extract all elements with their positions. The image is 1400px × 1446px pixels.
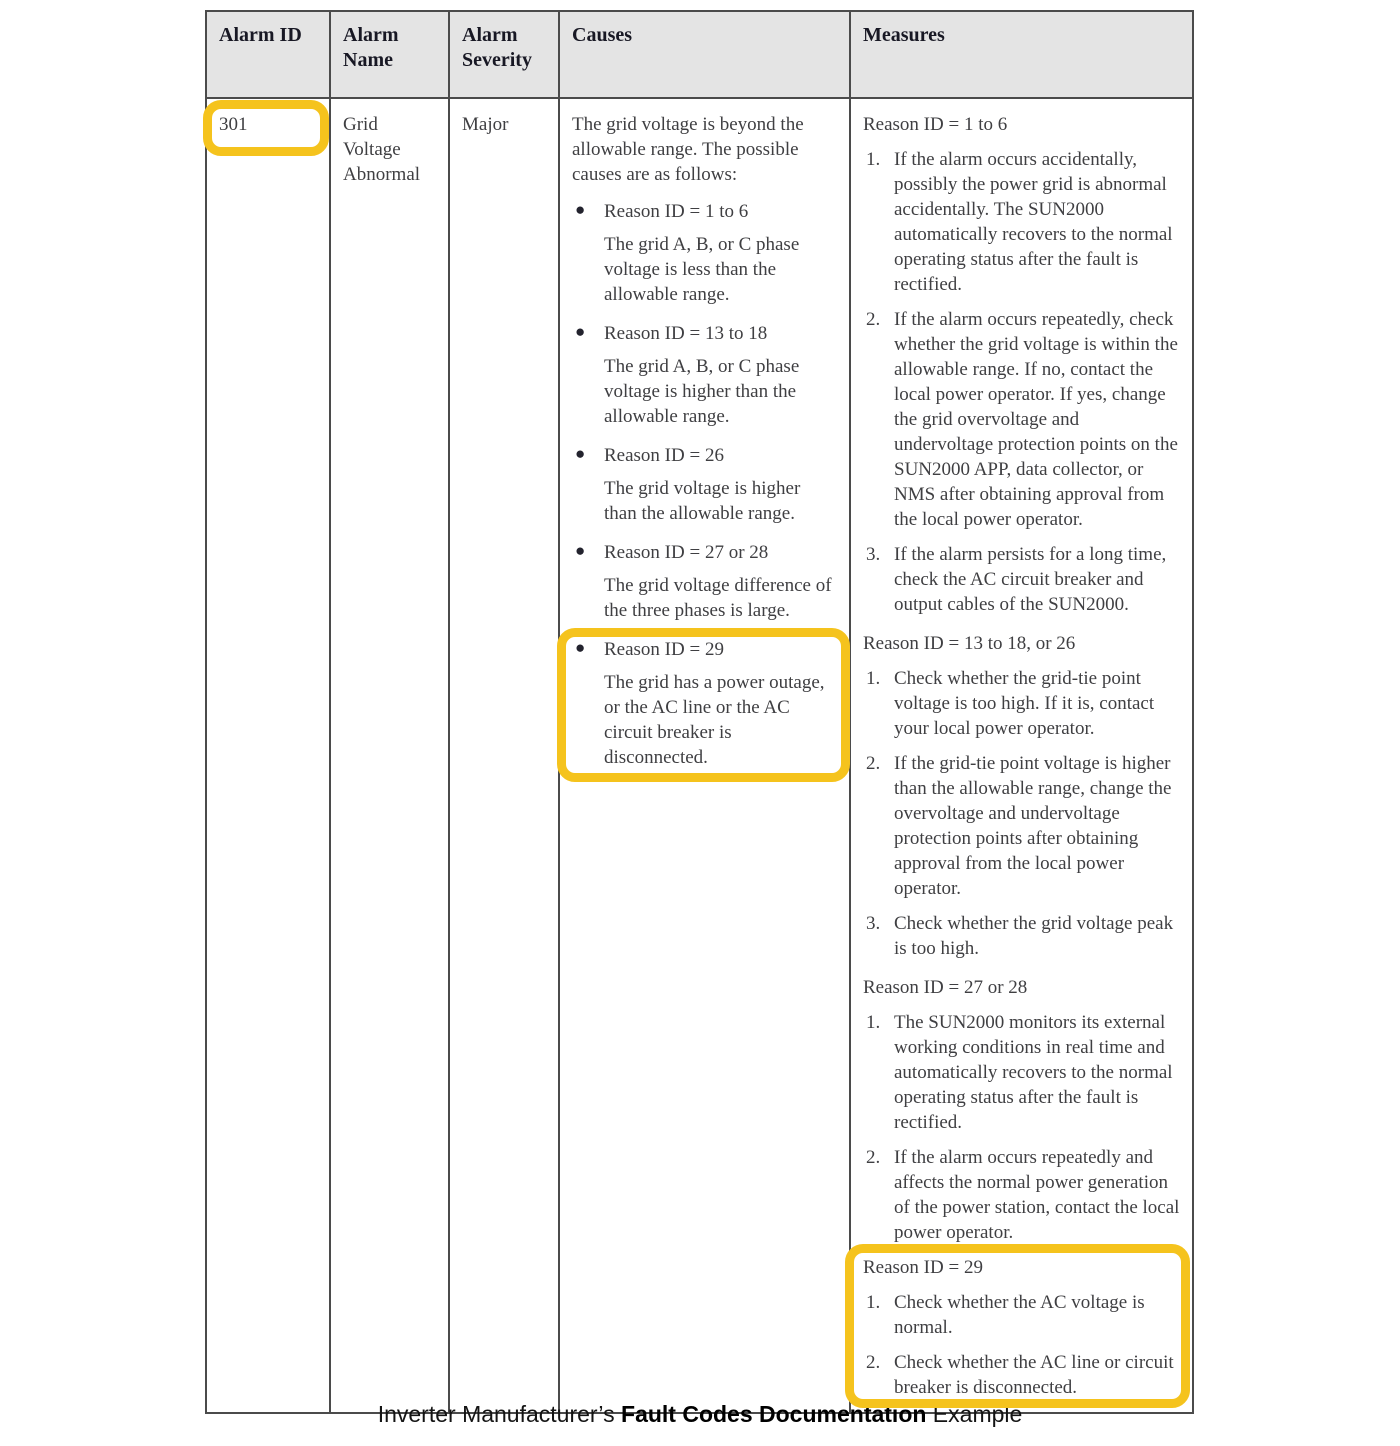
alarm-severity-value: Major [462,114,509,135]
item-number: 3. [866,544,881,565]
item-number: 2. [866,753,881,774]
measure-text: If the grid-tie point voltage is higher than the allowable range, change the overvoltage and undervoltage protection points after obtaining approval from the local power operator. [894,753,1172,899]
column-header-causes: Causes [559,11,850,98]
measure-text: Check whether the grid-tie point voltage is too high. If it is, contact your local power operator. [894,668,1155,739]
cause-title: Reason ID = 1 to 6 [604,201,749,222]
measure-text: If the alarm occurs repeatedly, check whether the grid voltage is within the allowable range. If no, contact the local power operator. If yes, change the grid overvoltage and undervoltage protection points on the SUN2000 APP, data collector, or NMS after obtaining approval from the local power operator. [894,309,1178,530]
fault-codes-table [205,10,1194,1414]
cause-title: Reason ID = 26 [604,445,724,466]
measure-text: The SUN2000 monitors its external working conditions in real time and automatically recovers to the normal operating status after the fault is rectified. [894,1012,1173,1133]
alarm-id-value: 301 [219,114,248,135]
item-number: 3. [866,913,881,934]
cause-title: Reason ID = 27 or 28 [604,542,769,563]
measure-text: If the alarm occurs accidentally, possibly the power grid is abnormal accidentally. The SUN2000 automatically recovers to the normal operating status after the fault is rectified. [894,149,1173,295]
cell-alarm-severity [449,98,559,1413]
cause-item [572,443,837,526]
caption-prefix: Inverter Manufacturer’s [377,1401,622,1427]
cell-alarm-name [330,98,449,1413]
cause-item-highlighted [572,637,837,770]
item-number: 1. [866,1012,881,1033]
cause-item [572,321,837,429]
bullet-icon: ● [575,541,586,560]
measure-text: Check whether the AC voltage is normal. [894,1292,1145,1338]
measures-section-highlighted [863,1255,1180,1400]
column-header-alarm-name: Alarm Name [330,11,449,98]
bullet-icon: ● [575,444,586,463]
measure-item [863,911,1180,961]
header-row [206,11,1193,98]
measure-text: If the alarm persists for a long time, check the AC circuit breaker and output cables of the SUN2000. [894,544,1167,615]
cause-item [572,199,837,307]
column-header-alarm-severity: Alarm Severity [449,11,559,98]
cell-alarm-id [206,98,330,1413]
measures-section [863,631,1180,961]
cause-desc: The grid voltage difference of the three phases is large. [604,575,832,621]
caption-bold-title: Fault Codes Documentation [621,1401,927,1427]
cause-title: Reason ID = 29 [604,639,724,660]
measure-text: Check whether the AC line or circuit breaker is disconnected. [894,1352,1174,1398]
cause-desc: The grid has a power outage, or the AC line or the AC circuit breaker is disconnected. [604,672,825,768]
item-number: 1. [866,1292,881,1313]
cause-title: Reason ID = 13 to 18 [604,323,768,344]
measure-item [863,751,1180,901]
measure-item [863,307,1180,532]
measure-text: Check whether the grid voltage peak is too high. [894,913,1174,959]
bullet-icon: ● [575,200,586,219]
measures-heading: Reason ID = 13 to 18, or 26 [863,633,1076,654]
measures-section [863,975,1180,1245]
cause-desc: The grid A, B, or C phase voltage is higher than the allowable range. [604,356,800,427]
measure-item [863,147,1180,297]
bullet-icon: ● [575,638,586,657]
cell-causes [559,98,850,1413]
measure-item [863,666,1180,741]
causes-intro: The grid voltage is beyond the allowable range. The possible causes are as follows: [572,114,804,185]
measures-heading: Reason ID = 27 or 28 [863,977,1028,998]
measure-item [863,1350,1180,1400]
cause-desc: The grid voltage is higher than the allowable range. [604,478,801,524]
cause-item [572,540,837,623]
measure-text: If the alarm occurs repeatedly and affects the normal power generation of the power station, contact the local power operator. [894,1147,1180,1243]
alarm-name-value: Grid Voltage Abnormal [343,114,421,185]
measures-section [863,112,1180,617]
column-header-measures: Measures [850,11,1193,98]
measure-item [863,542,1180,617]
measures-heading: Reason ID = 1 to 6 [863,114,1008,135]
measure-item [863,1290,1180,1340]
figure-caption [0,1401,1400,1428]
measure-item [863,1145,1180,1245]
measure-item [863,1010,1180,1135]
item-number: 2. [866,1147,881,1168]
cause-desc: The grid A, B, or C phase voltage is less than the allowable range. [604,234,800,305]
caption-suffix: Example [926,1401,1023,1427]
item-number: 1. [866,149,881,170]
item-number: 2. [866,1352,881,1373]
alarm-id-value-wrap [219,112,317,137]
item-number: 1. [866,668,881,689]
table-row [206,98,1193,1413]
item-number: 2. [866,309,881,330]
measures-heading: Reason ID = 29 [863,1257,983,1278]
column-header-alarm-id: Alarm ID [206,11,330,98]
cell-measures [850,98,1193,1413]
bullet-icon: ● [575,322,586,341]
